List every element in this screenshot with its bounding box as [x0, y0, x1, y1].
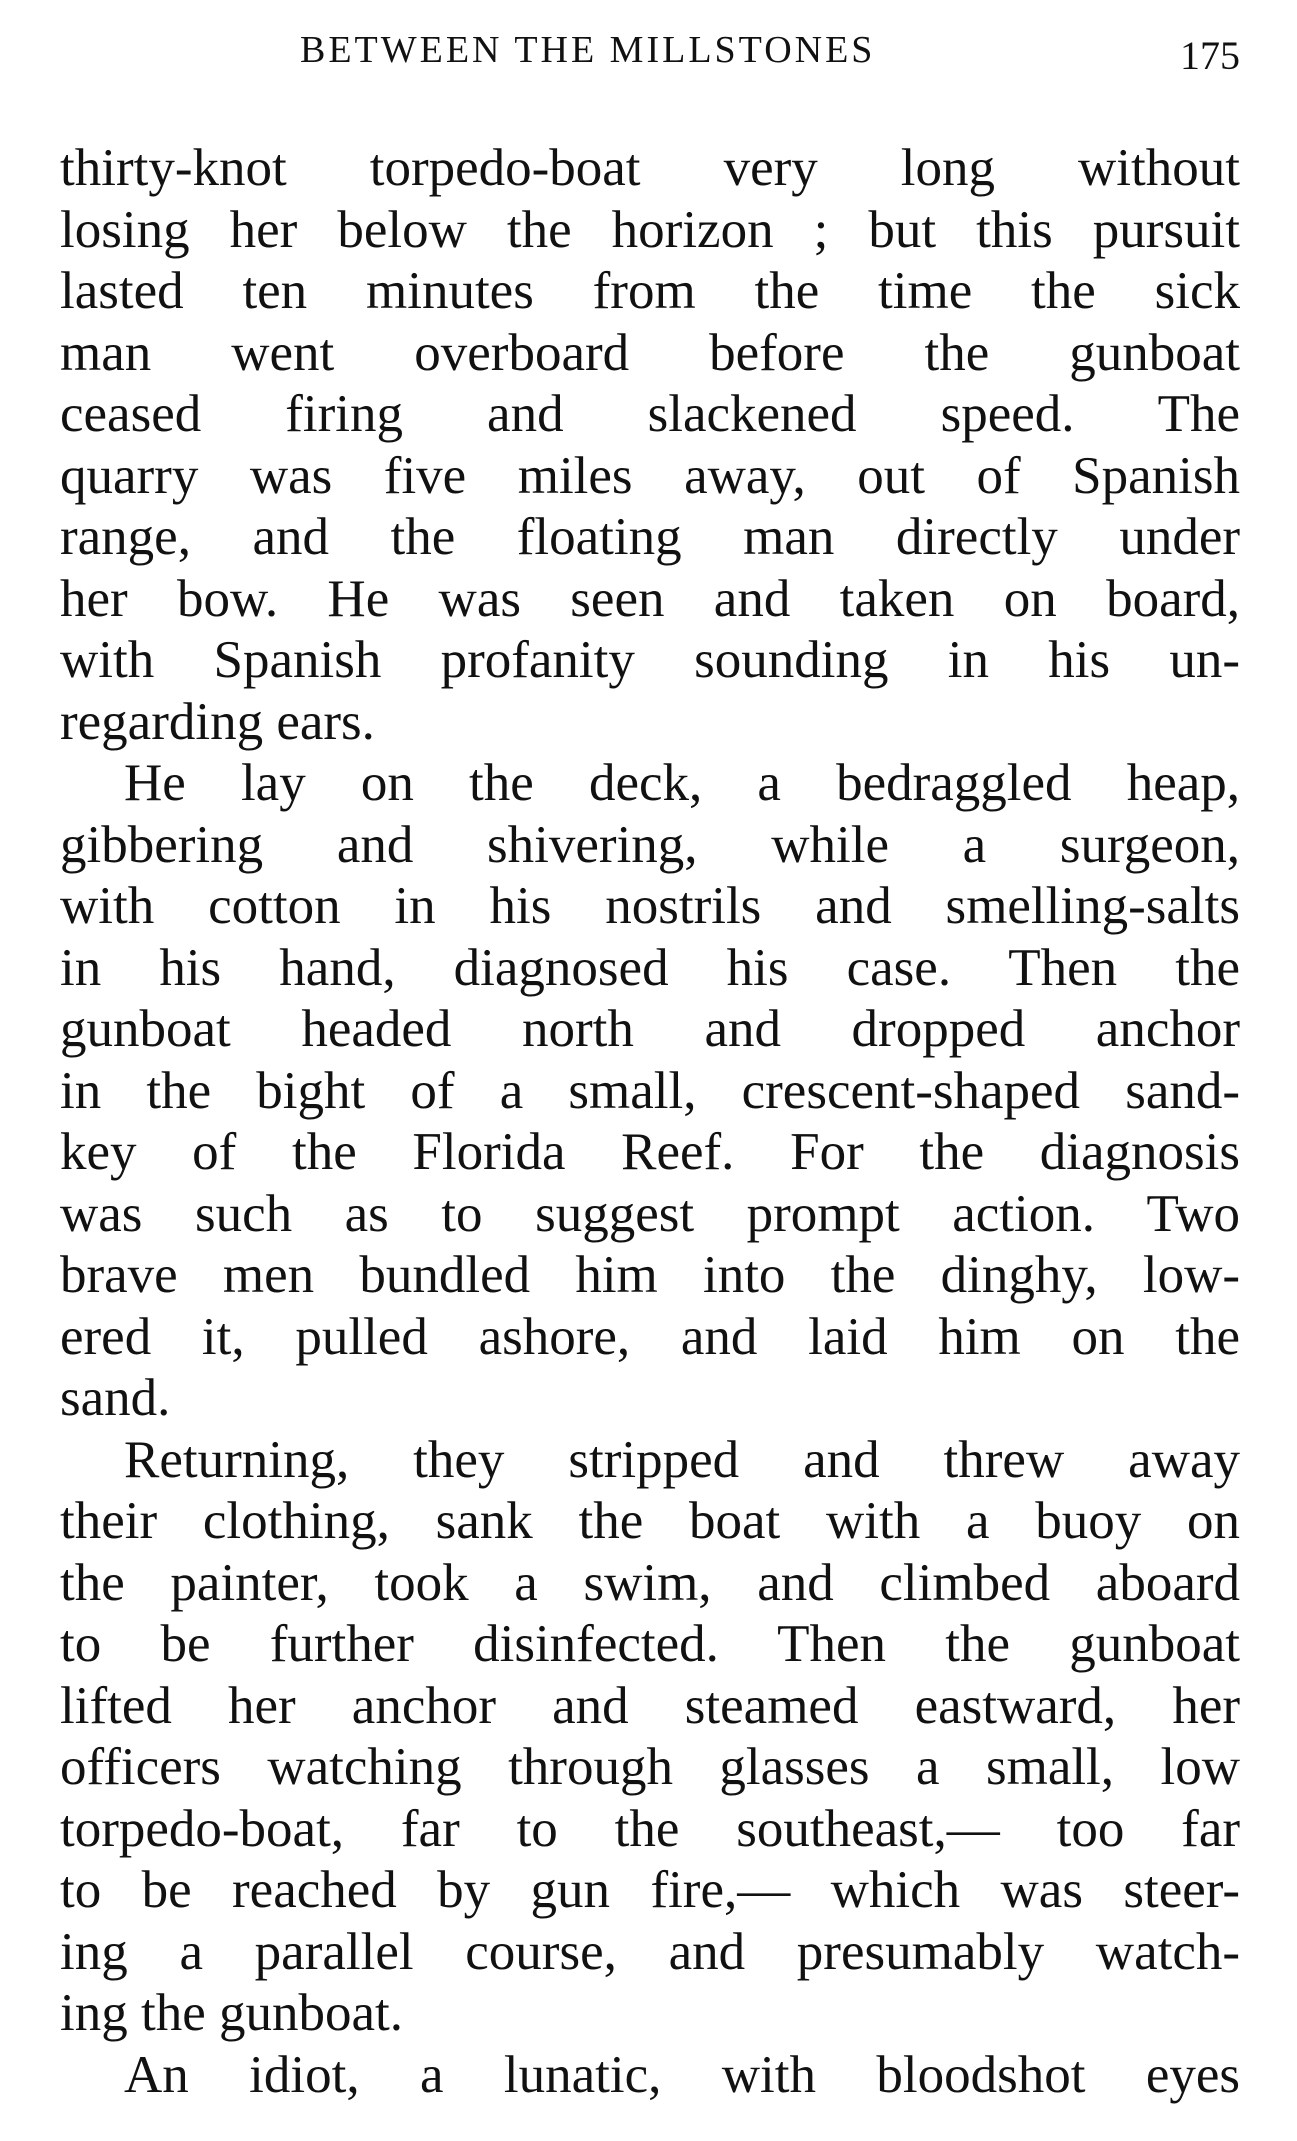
text-line: brave men bundled him into the dinghy, low- — [60, 1246, 1240, 1304]
text-line: with Spanish profanity sounding in his un- — [60, 631, 1240, 689]
text-line: ing a parallel course, and presumably watch- — [60, 1922, 1240, 1981]
running-header — [60, 28, 1240, 78]
text-line: the painter, took a swim, and climbed aboard — [60, 1553, 1240, 1612]
text-line: in his hand, diagnosed his case. Then the — [60, 938, 1240, 997]
text-line: man went overboard before the gunboat — [60, 323, 1240, 382]
text-line: Returning, they stripped and threw away — [124, 1430, 1240, 1489]
text-line: lasted ten minutes from the time the sick — [60, 262, 1240, 320]
text-line: gunboat headed north and dropped anchor — [60, 1000, 1240, 1058]
running-title: BETWEEN THE MILLSTONES — [300, 29, 876, 71]
text-line: ceased firing and slackened speed. The — [60, 385, 1240, 443]
page-number: 175 — [1180, 33, 1240, 78]
body-text — [60, 138, 1240, 2106]
text-line: torpedo-boat, far to the southeast,— too far — [60, 1799, 1240, 1858]
text-line: key of the Florida Reef. For the diagnosis — [60, 1123, 1240, 1181]
text-line: gibbering and shivering, while a surgeon, — [60, 815, 1240, 874]
text-line: lifted her anchor and steamed eastward, her — [60, 1676, 1240, 1735]
text-line: officers watching through glasses a small, low — [60, 1738, 1240, 1796]
text-line: to be further disinfected. Then the gunboat — [60, 1615, 1240, 1673]
text-line: with cotton in his nostrils and smelling-salts — [60, 877, 1240, 935]
text-line: sand. — [60, 1369, 171, 1427]
text-line: range, and the floating man directly under — [60, 508, 1240, 566]
text-line: He lay on the deck, a bedraggled heap, — [124, 754, 1240, 812]
text-line: ered it, pulled ashore, and laid him on the — [60, 1307, 1240, 1366]
text-line: her bow. He was seen and taken on board, — [60, 569, 1240, 628]
text-line: was such as to suggest prompt action. Two — [60, 1184, 1240, 1243]
text-line: to be reached by gun fire,— which was steer- — [60, 1861, 1240, 1919]
text-line: quarry was five miles away, out of Spanish — [60, 446, 1240, 505]
text-line: regarding ears. — [60, 692, 375, 751]
text-line: An idiot, a lunatic, with bloodshot eyes — [124, 2045, 1240, 2104]
text-line: ing the gunboat. — [60, 1984, 403, 2042]
text-line: their clothing, sank the boat with a buoy on — [60, 1492, 1240, 1550]
text-line: losing her below the horizon ; but this pursuit — [60, 200, 1240, 259]
text-line: thirty-knot torpedo-boat very long without — [60, 139, 1240, 197]
text-line: in the bight of a small, crescent-shaped sand- — [60, 1061, 1240, 1120]
